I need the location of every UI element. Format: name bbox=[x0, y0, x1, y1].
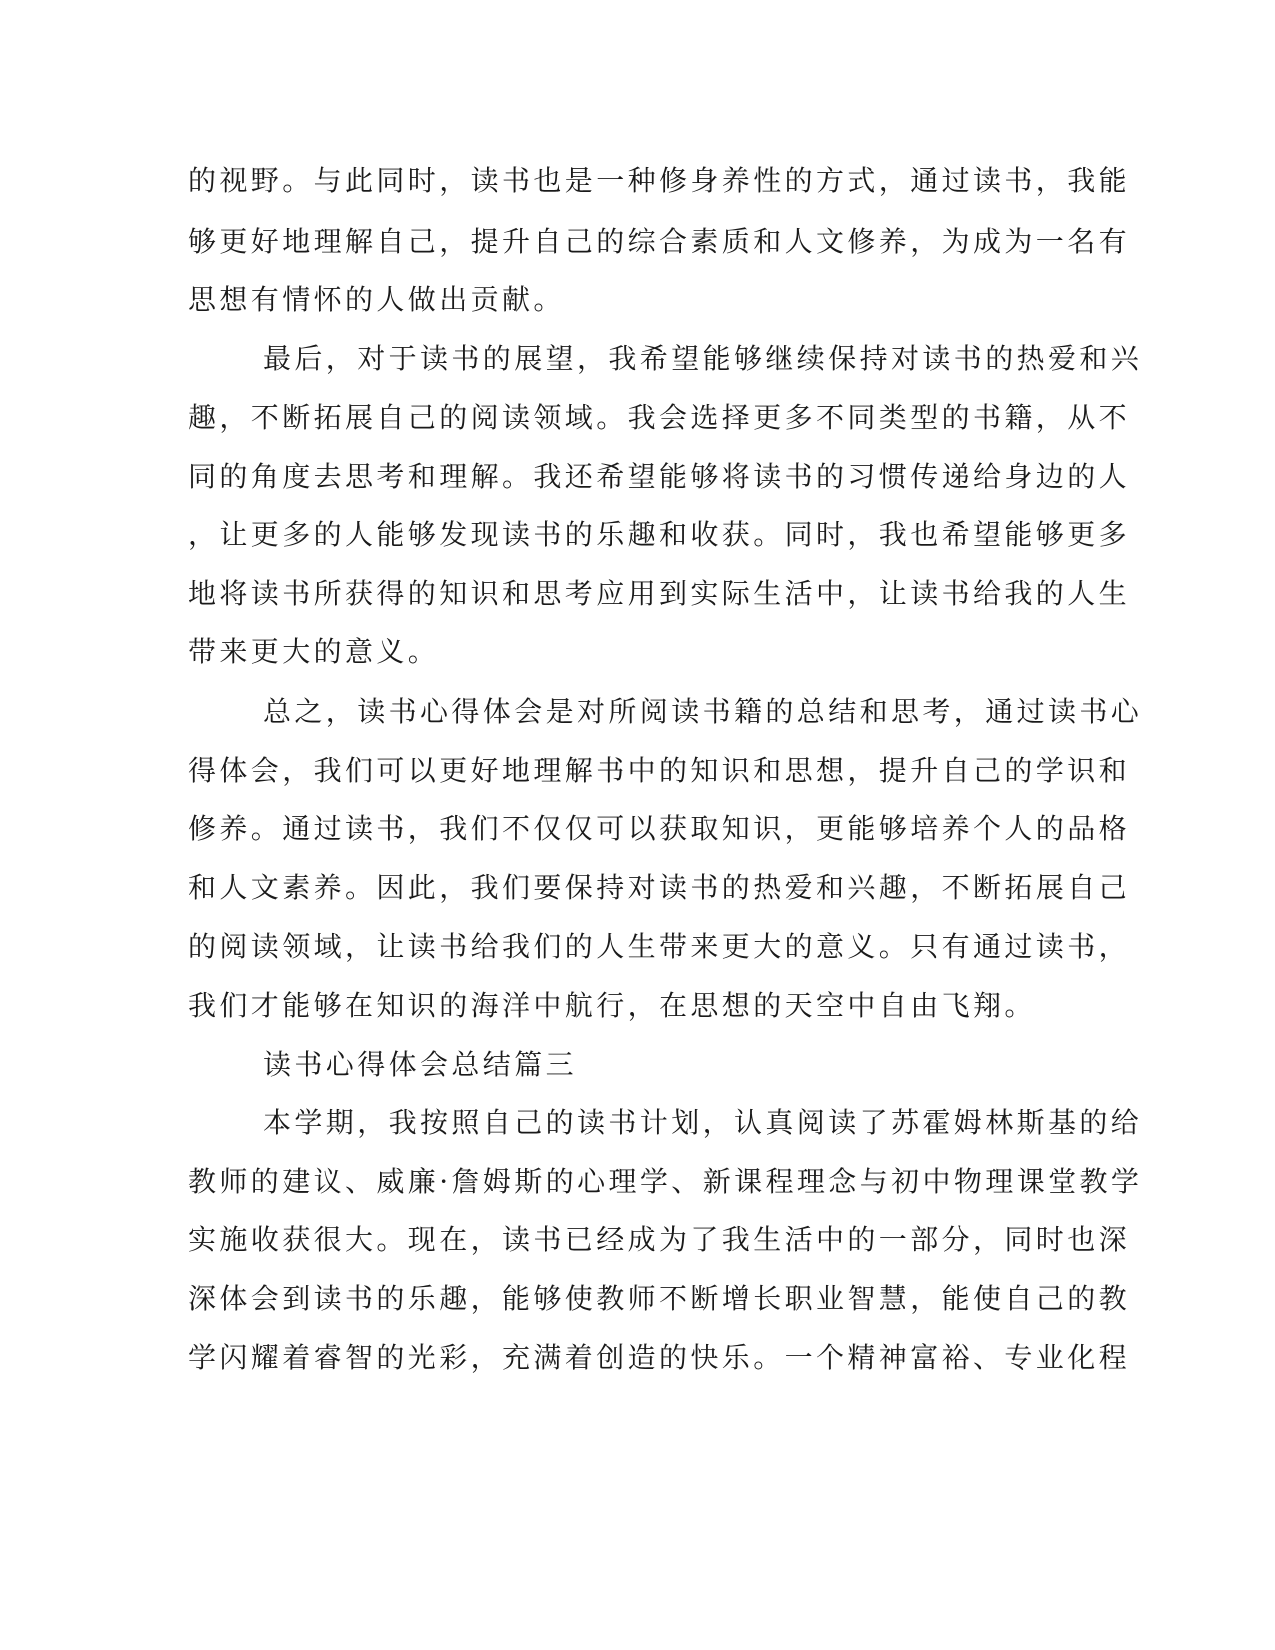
paragraph-line: 的阅读领域，让读书给我们的人生带来更大的意义。只有通过读书， bbox=[188, 930, 1131, 963]
paragraph-line: 够更好地理解自己，提升自己的综合素质和人文修养，为成为一名有 bbox=[188, 225, 1131, 258]
paragraph-line: 本学期，我按照自己的读书计划，认真阅读了苏霍姆林斯基的给 bbox=[263, 1106, 1143, 1139]
paragraph-line: 实施收获很大。现在，读书已经成为了我生活中的一部分，同时也深 bbox=[188, 1223, 1131, 1256]
paragraph-line: 修养。通过读书，我们不仅仅可以获取知识，更能够培养个人的品格 bbox=[188, 812, 1131, 845]
paragraph-line: 趣，不断拓展自己的阅读领域。我会选择更多不同类型的书籍，从不 bbox=[188, 401, 1131, 434]
paragraph-line: 深体会到读书的乐趣，能够使教师不断增长职业智慧，能使自己的教 bbox=[188, 1282, 1131, 1315]
paragraph-line: 带来更大的意义。 bbox=[188, 635, 440, 668]
paragraph-line: 得体会，我们可以更好地理解书中的知识和思想，提升自己的学识和 bbox=[188, 754, 1131, 787]
paragraph-line: 学闪耀着睿智的光彩，充满着创造的快乐。一个精神富裕、专业化程 bbox=[188, 1341, 1131, 1374]
paragraph-line: 教师的建议、威廉·詹姆斯的心理学、新课程理念与初中物理课堂教学 bbox=[188, 1165, 1143, 1198]
paragraph-line: 总之，读书心得体会是对所阅读书籍的总结和思考，通过读书心 bbox=[263, 695, 1143, 728]
section-heading: 读书心得体会总结篇三 bbox=[263, 1048, 578, 1081]
paragraph-line: 思想有情怀的人做出贡献。 bbox=[188, 283, 565, 316]
paragraph-line: ，让更多的人能够发现读书的乐趣和收获。同时，我也希望能够更多 bbox=[188, 518, 1131, 551]
paragraph-line: 我们才能够在知识的海洋中航行，在思想的天空中自由飞翔。 bbox=[188, 989, 1036, 1022]
paragraph-line: 和人文素养。因此，我们要保持对读书的热爱和兴趣，不断拓展自己 bbox=[188, 871, 1131, 904]
paragraph-line: 同的角度去思考和理解。我还希望能够将读书的习惯传递给身边的人 bbox=[188, 460, 1131, 493]
paragraph-line: 地将读书所获得的知识和思考应用到实际生活中，让读书给我的人生 bbox=[188, 577, 1131, 610]
paragraph-line: 最后，对于读书的展望，我希望能够继续保持对读书的热爱和兴 bbox=[263, 342, 1143, 375]
paragraph-line: 的视野。与此同时，读书也是一种修身养性的方式，通过读书，我能 bbox=[188, 164, 1131, 197]
